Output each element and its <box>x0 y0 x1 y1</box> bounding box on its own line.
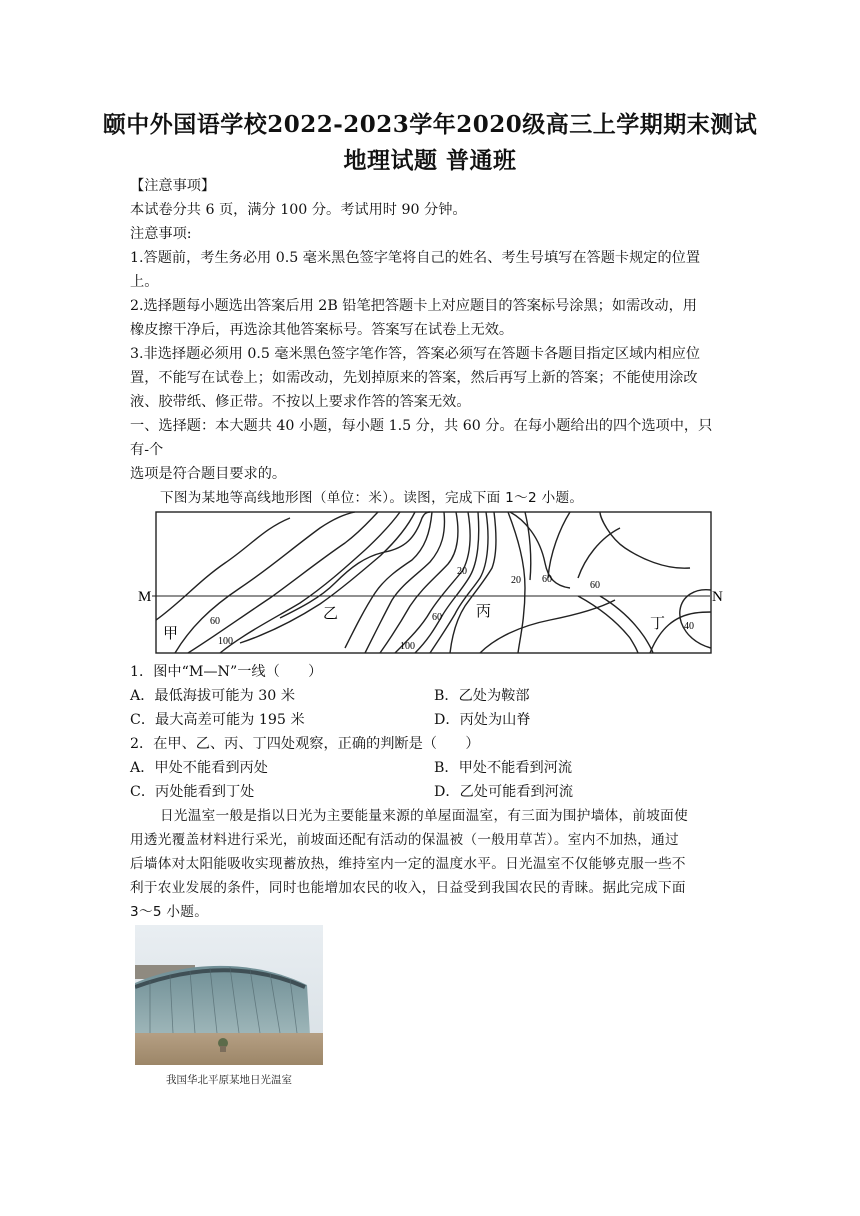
contour-label: 20 <box>511 575 521 586</box>
notice-item-1a: 1.答题前，考生务必用 0.5 毫米黑色签字笔将自己的姓名、考生号填写在答题卡规定的位置 <box>130 250 701 266</box>
q1-option-b: B．乙处为鞍部 <box>434 688 530 704</box>
notice-label: 注意事项: <box>130 226 192 242</box>
notice-item-3a: 3.非选择题必须用 0.5 毫米黑色签字笔作答，答案必须写在答题卡各题目指定区域内相应位 <box>130 346 701 362</box>
contour-label: 100 <box>400 641 415 652</box>
notice-item-1b: 上。 <box>130 274 159 290</box>
q2-option-d: D．乙处可能看到河流 <box>434 784 574 800</box>
passage-line-4: 利于农业发展的条件，同时也能增加农民的收入，日益受到我国农民的青睐。据此完成下面 <box>130 880 686 896</box>
exam-subtitle: 地理试题 普通班 <box>343 147 517 174</box>
contour-label: 60 <box>210 616 220 627</box>
map-label-n: N <box>712 589 723 605</box>
contour-label: 60 <box>590 580 600 591</box>
passage-line-3: 后墙体对太阳能吸收实现蓄放热，维持室内一定的温度水平。日光温室不仅能够克服一些不 <box>130 856 686 872</box>
map-label-bing: 丙 <box>476 604 492 620</box>
contour-label: 60 <box>542 574 552 585</box>
q1-option-d: D．丙处为山脊 <box>434 712 531 728</box>
q1-option-c: C．最大高差可能为 195 米 <box>130 712 305 728</box>
q2-stem: 2．在甲、乙、丙、丁四处观察，正确的判断是（ ） <box>130 736 480 752</box>
photo-caption: 我国华北平原某地日光温室 <box>166 1074 292 1086</box>
notice-item-2a: 2.选择题每小题选出答案后用 2B 铅笔把答题卡上对应题目的答案标号涂黑；如需改动，用 <box>130 298 697 314</box>
contour-label: 60 <box>432 612 442 623</box>
notice-item-2b: 橡皮擦干净后，再选涂其他答案标号。答案写在试卷上无效。 <box>130 322 514 338</box>
contour-label: 40 <box>684 621 694 632</box>
map-label-yi: 乙 <box>323 606 339 622</box>
q2-option-c: C．丙处能看到丁处 <box>130 784 255 800</box>
passage-line-5: 3～5 小题。 <box>130 904 209 920</box>
contour-label: 100 <box>218 636 233 647</box>
notice-heading: 【注意事项】 <box>130 178 216 194</box>
section-intro-b: 有-个 <box>130 442 164 458</box>
map-label-ding: 丁 <box>650 616 666 632</box>
map-label-m: M <box>138 589 152 605</box>
contour-map <box>130 508 735 663</box>
notice-item-3b: 置，不能写在试卷上；如需改动，先划掉原来的答案，然后再写上新的答案；不能使用涂改 <box>130 370 698 386</box>
map-frame <box>156 512 711 653</box>
q2-option-b: B．甲处不能看到河流 <box>434 760 573 776</box>
q1-option-a: A．最低海拔可能为 30 米 <box>130 688 296 704</box>
q2-option-a: A．甲处不能看到丙处 <box>130 760 268 776</box>
map-label-jia: 甲 <box>163 626 179 642</box>
contour-label: 20 <box>457 566 467 577</box>
map-lead: 下图为某地等高线地形图（单位：米）。读图，完成下面 1～2 小题。 <box>160 490 584 506</box>
section-intro-c: 选项是符合题目要求的。 <box>130 466 287 482</box>
exam-title: 颐中外国语学校2022-2023学年2020级高三上学期期末测试 <box>102 111 758 138</box>
q1-stem: 1．图中“M—N”一线（ ） <box>130 664 323 680</box>
notice-item-3c: 液、胶带纸、修正带。不按以上要求作答的答案无效。 <box>130 394 471 410</box>
greenhouse-photo <box>135 925 323 1065</box>
passage-line-1: 日光温室一般是指以日光为主要能量来源的单屋面温室，有三面为围护墙体，前坡面使 <box>160 808 688 824</box>
section-intro-a: 一、选择题：本大题共 40 小题，每小题 1.5 分，共 60 分。在每小题给出的四个选项中，只 <box>130 418 713 434</box>
notice-summary: 本试卷分共 6 页，满分 100 分。考试用时 90 分钟。 <box>130 202 467 218</box>
passage-line-2: 用透光覆盖材料进行采光，前坡面还配有活动的保温被（一般用草苫）。室内不加热，通过 <box>130 832 679 848</box>
